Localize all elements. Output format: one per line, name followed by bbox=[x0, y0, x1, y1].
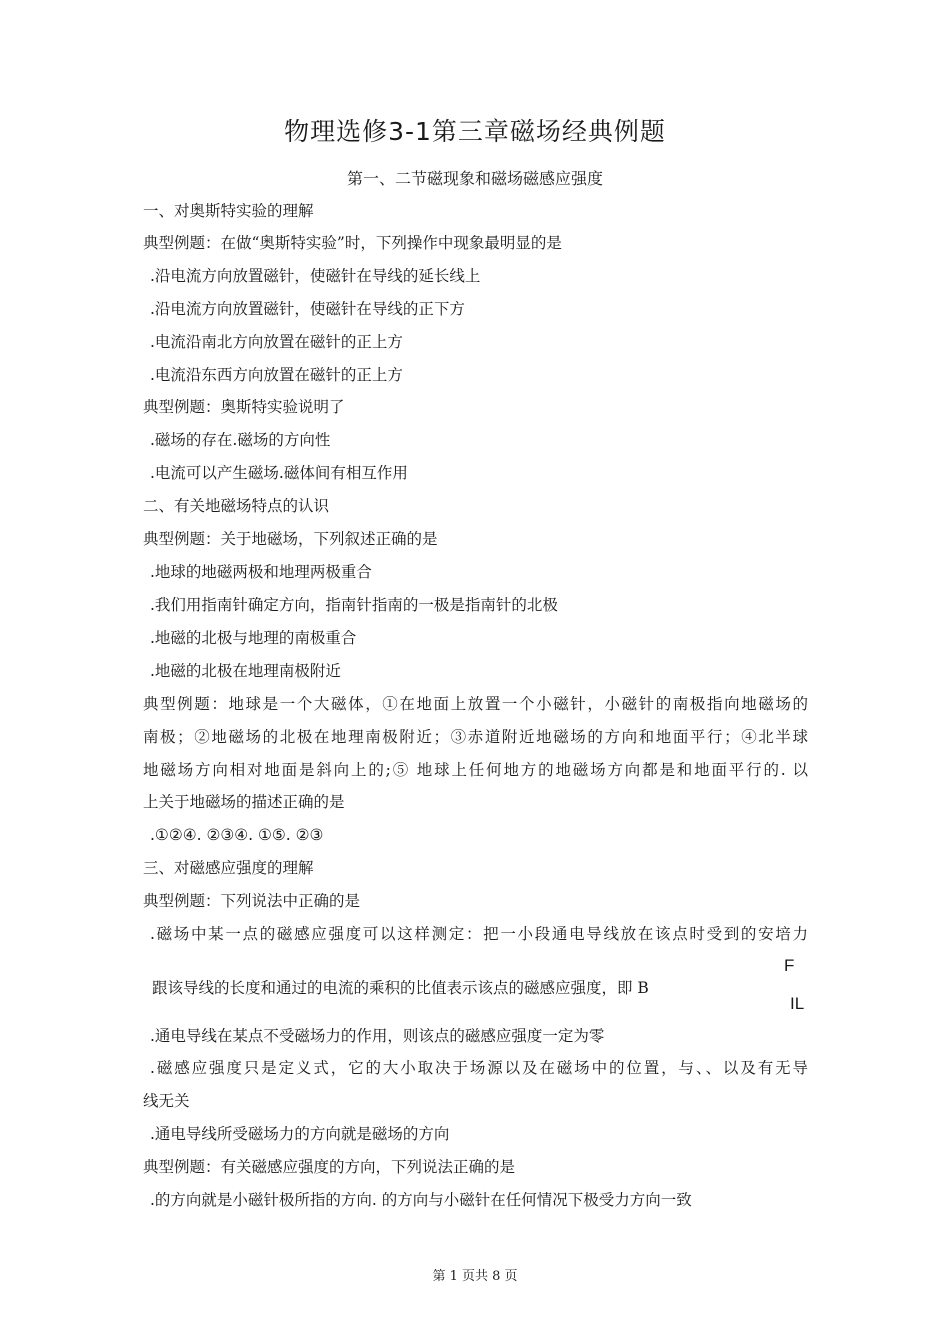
text-line: 一、对奥斯特实验的理解 bbox=[143, 202, 314, 220]
text-line: 二、有关地磁场特点的认识 bbox=[143, 497, 330, 515]
page-title: 物理选修3-1第三章磁场经典例题 bbox=[284, 117, 666, 146]
text-line: 典型例题：有关磁感应强度的方向，下列说法正确的是 bbox=[143, 1158, 516, 1176]
section-subtitle: 第一、二节磁现象和磁场磁感应强度 bbox=[346, 169, 603, 188]
formula-numerator: F bbox=[784, 956, 795, 975]
option-line: .地磁的北极在地理南极附近 bbox=[150, 662, 341, 680]
text-line: 南极；②地磁场的北极在地理南极附近；③赤道附近地磁场的方向和地面平行；④北半球 bbox=[143, 728, 808, 746]
option-line: .电流沿南北方向放置在磁针的正上方 bbox=[150, 333, 403, 351]
option-line: .我们用指南针确定方向，指南针指南的一极是指南针的北极 bbox=[150, 596, 558, 614]
option-line: .沿电流方向放置磁针，使磁针在导线的正下方 bbox=[150, 300, 465, 318]
option-line: .磁感应强度只是定义式，它的大小取决于场源以及在磁场中的位置，与、、以及有无导 bbox=[150, 1059, 808, 1077]
option-line: .电流沿东西方向放置在磁针的正上方 bbox=[150, 366, 403, 384]
option-line: .磁场的存在.磁场的方向性 bbox=[150, 431, 331, 449]
option-line: .磁场中某一点的磁感应强度可以这样测定：把一小段通电导线放在该点时受到的安培力 bbox=[150, 925, 808, 943]
formula-denominator: IL bbox=[790, 994, 805, 1013]
text-line: 典型例题：地球是一个大磁体，①在地面上放置一个小磁针，小磁针的南极指向地磁场的 bbox=[143, 695, 808, 713]
option-line: .地球的地磁两极和地理两极重合 bbox=[150, 563, 372, 581]
option-line: 跟该导线的长度和通过的电流的乘积的比值表示该点的磁感应强度，即 B bbox=[152, 979, 649, 997]
text-line: 地磁场方向相对地面是斜向上的;⑤ 地球上任何地方的地磁场方向都是和地面平行的. 以 bbox=[143, 761, 808, 779]
text-line: 典型例题：在做“奥斯特实验”时，下列操作中现象最明显的是 bbox=[143, 234, 562, 252]
option-line: .①②④. ②③④. ①⑤. ②③ bbox=[150, 826, 324, 844]
option-line: .地磁的北极与地理的南极重合 bbox=[150, 629, 357, 647]
text-line: 典型例题：关于地磁场，下列叙述正确的是 bbox=[143, 530, 438, 548]
option-line: .电流可以产生磁场.磁体间有相互作用 bbox=[150, 464, 408, 482]
option-line: .通电导线所受磁场力的方向就是磁场的方向 bbox=[150, 1125, 450, 1143]
option-line: .通电导线在某点不受磁场力的作用，则该点的磁感应强度一定为零 bbox=[150, 1027, 605, 1045]
text-line: 三、对磁感应强度的理解 bbox=[143, 859, 314, 877]
text-line: 上关于地磁场的描述正确的是 bbox=[143, 793, 345, 811]
text-line: 典型例题：奥斯特实验说明了 bbox=[143, 398, 345, 416]
text-line: 典型例题：下列说法中正确的是 bbox=[143, 892, 361, 910]
option-line: .的方向就是小磁针极所指的方向. 的方向与小磁针在任何情况下极受力方向一致 bbox=[150, 1191, 692, 1209]
page-footer: 第 1 页共 8 页 bbox=[432, 1269, 518, 1284]
option-line: .沿电流方向放置磁针，使磁针在导线的延长线上 bbox=[150, 267, 481, 285]
text-line: 线无关 bbox=[143, 1092, 190, 1110]
